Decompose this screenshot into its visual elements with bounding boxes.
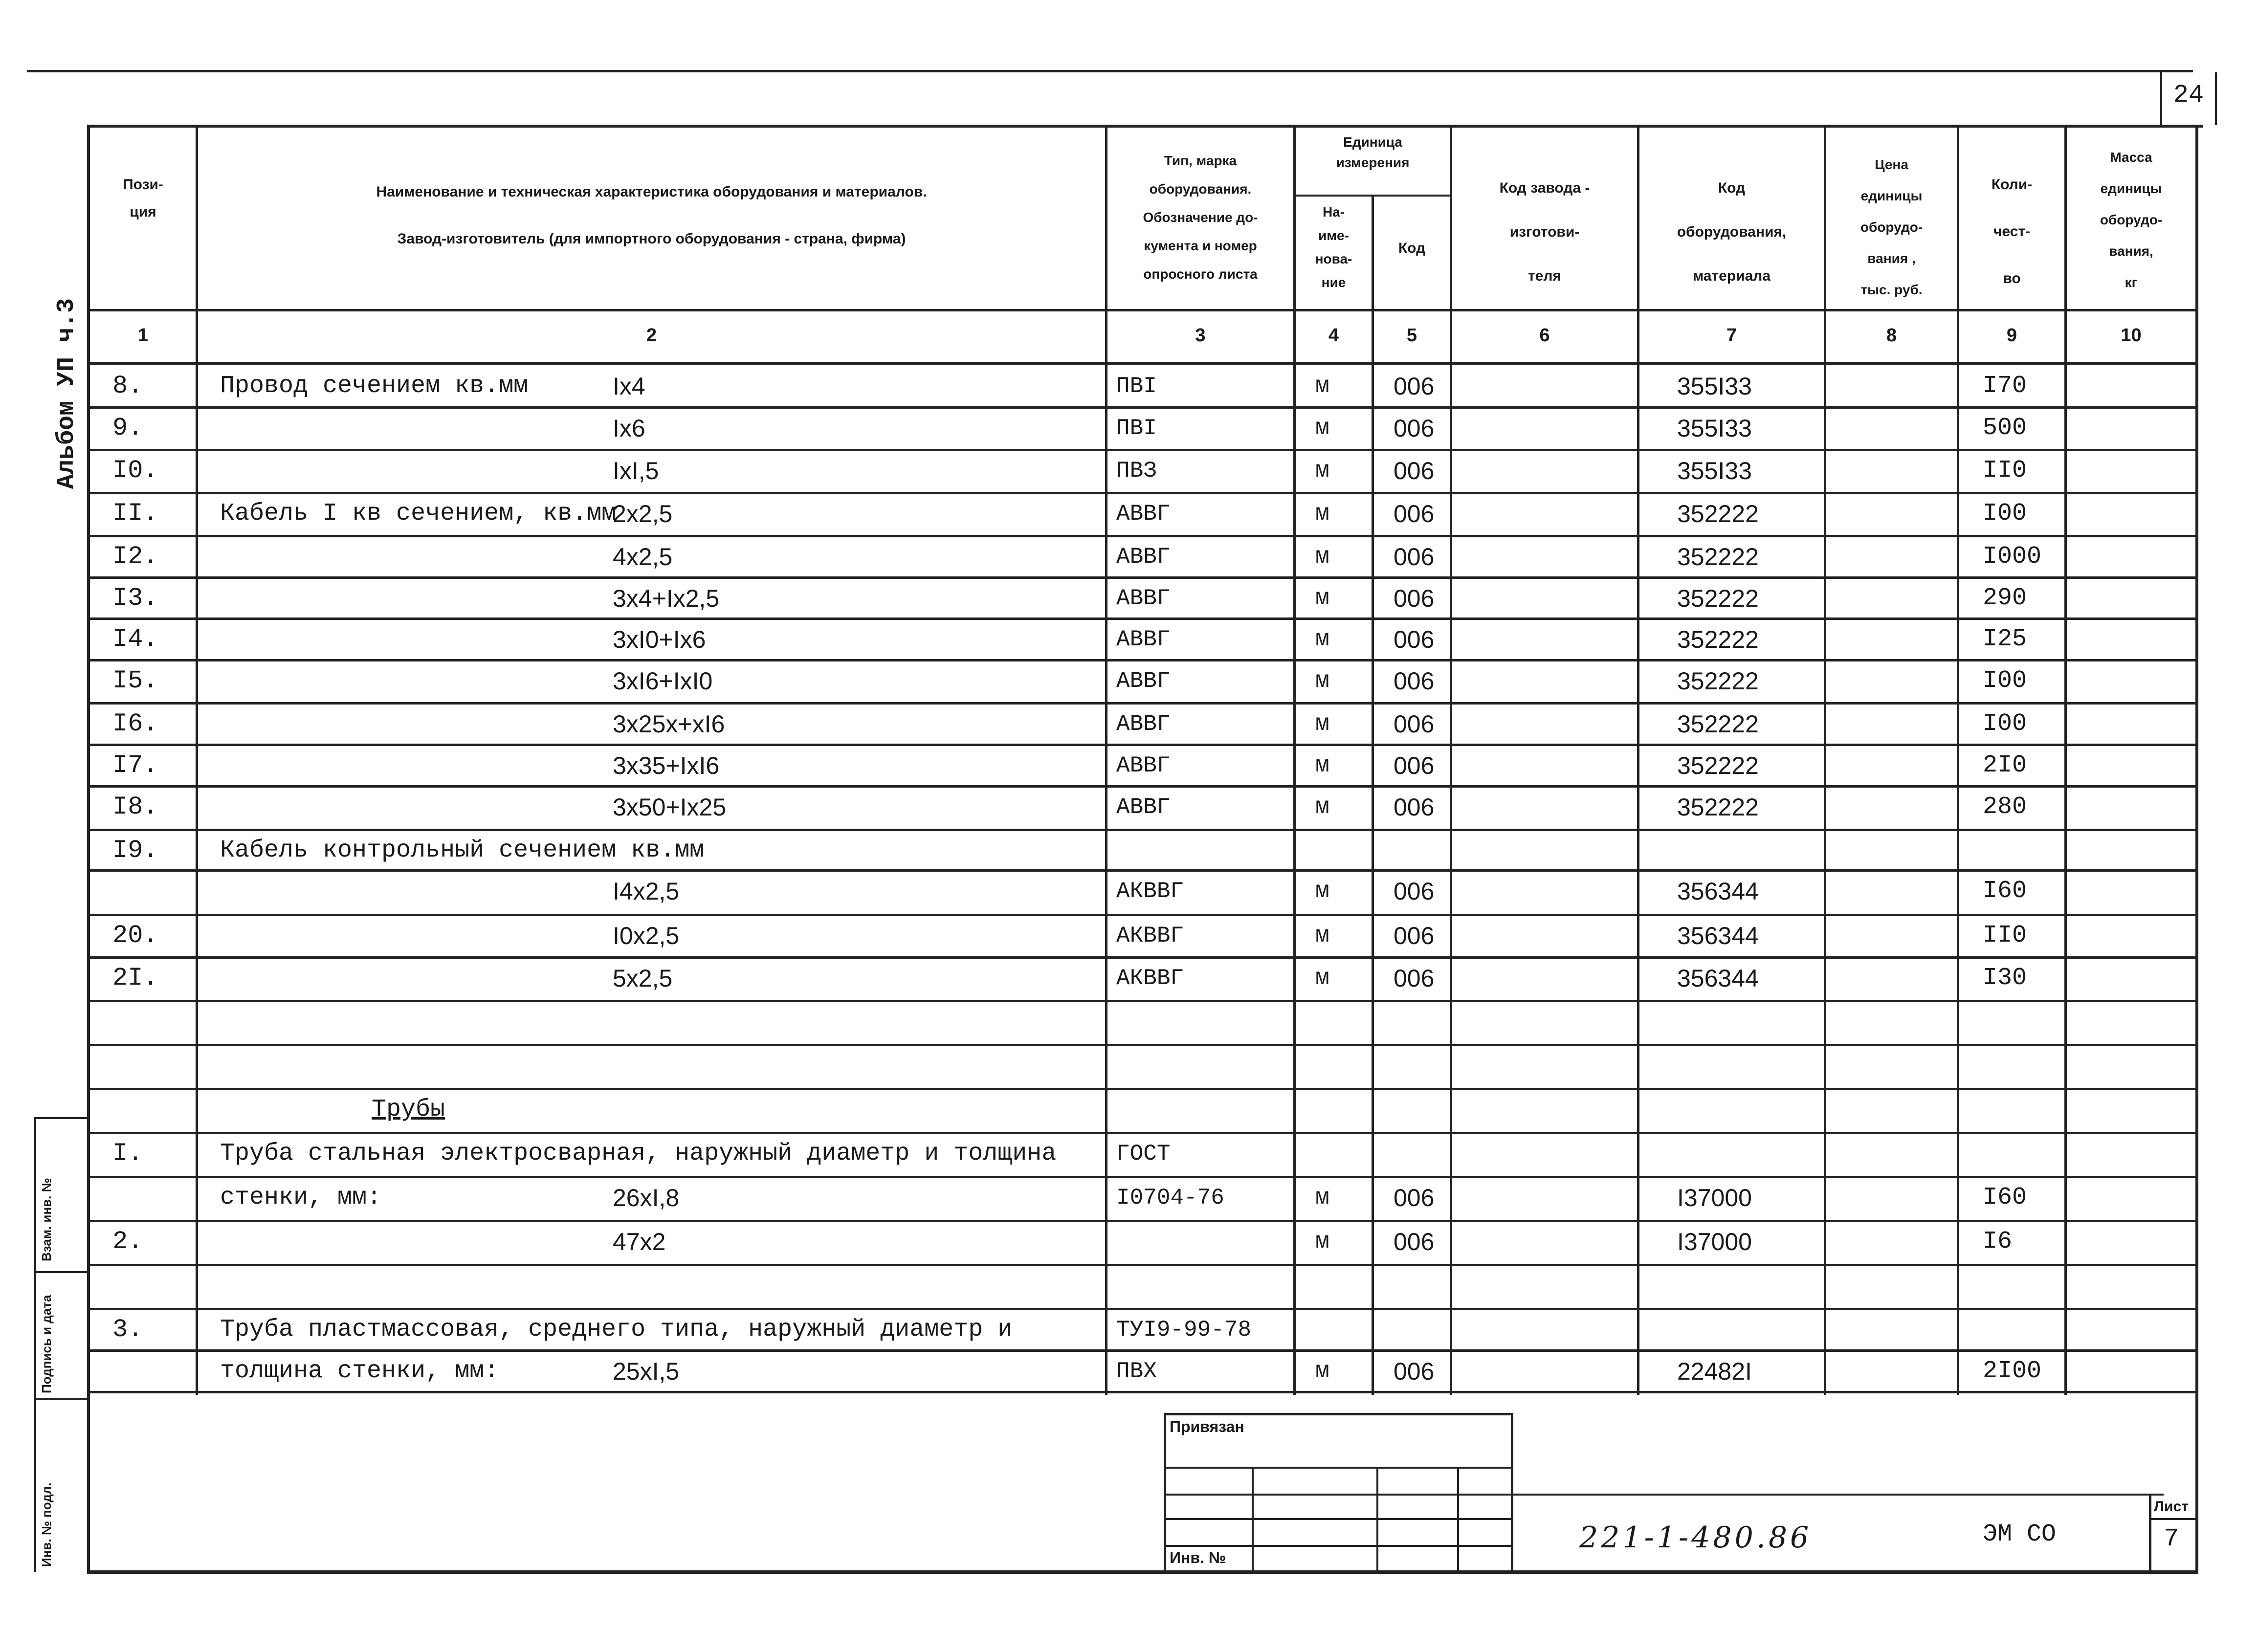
cell-unit: м	[1315, 711, 1329, 737]
cell-type: АКВВГ	[1116, 923, 1184, 948]
cell-qty: I70	[1983, 372, 2027, 400]
table-right-border	[2195, 126, 2198, 1574]
doc-mark: ЭМ СО	[1983, 1520, 2057, 1548]
cell-unit: м	[1315, 1358, 1329, 1385]
col-number: 2	[646, 325, 657, 346]
row-divider	[88, 702, 2198, 705]
cell-pos: I2.	[112, 542, 158, 571]
cell-type: АВВГ	[1116, 627, 1171, 652]
cell-code: 006	[1394, 710, 1435, 738]
cell-type: АКВВГ	[1116, 966, 1184, 991]
side-label-inv-original: Инв. № подл.	[39, 1482, 54, 1567]
cell-unit: м	[1315, 965, 1329, 991]
hdr-type: Тип, марка оборудования. Обозначение до- кумента и номер опросного листа	[1143, 153, 1258, 282]
cell-size: IxI,5	[613, 457, 659, 485]
cell-pos: 3.	[112, 1315, 143, 1344]
cell-size: 25xI,5	[613, 1358, 680, 1385]
cell-code: 006	[1394, 543, 1435, 571]
cell-eq: 356344	[1677, 922, 1759, 949]
title-block-line	[1513, 1494, 2164, 1496]
cell-type: ГОСТ	[1116, 1141, 1171, 1167]
cell-name: Труба пластмассовая, среднего типа, наружный диаметр и	[220, 1316, 1013, 1344]
cell-unit: м	[1315, 544, 1329, 570]
cell-eq: 352222	[1677, 543, 1759, 571]
row-divider	[88, 956, 2198, 959]
cell-code: 006	[1394, 878, 1435, 905]
row-divider	[88, 1391, 2198, 1393]
row-divider	[88, 406, 2198, 409]
col-number: 5	[1406, 325, 1417, 346]
cell-size: Ix4	[613, 373, 645, 400]
cell-size: 2x2,5	[613, 500, 673, 528]
cell-eq: 355I33	[1677, 457, 1752, 485]
cell-unit: м	[1315, 373, 1329, 399]
cell-code: 006	[1394, 1184, 1435, 1211]
side-label-replaced-inv: Взам. инв. №	[39, 1178, 54, 1261]
row-divider	[88, 1132, 2198, 1134]
cell-pos: I8.	[112, 793, 158, 821]
cell-pos: I5.	[112, 666, 158, 695]
cell-code: 006	[1394, 1358, 1435, 1385]
cell-pos: 8.	[112, 372, 143, 400]
cell-qty: 280	[1983, 793, 2027, 821]
cell-unit: м	[1315, 415, 1329, 441]
cell-type: ПВI	[1116, 416, 1157, 441]
cell-type: ПВI	[1116, 374, 1157, 399]
row-divider	[88, 869, 2198, 872]
cell-code: 006	[1394, 922, 1435, 949]
cell-eq: 355I33	[1677, 373, 1752, 400]
unit-group-divider	[1293, 195, 1451, 197]
cell-size: 3x4+Ix2,5	[613, 585, 720, 612]
cell-size: 3x50+Ix25	[613, 793, 727, 821]
col-number: 8	[1886, 325, 1897, 346]
side-label-signature-date: Подпись и дата	[39, 1295, 54, 1393]
cell-code: 006	[1394, 626, 1435, 653]
cell-type: АКВВГ	[1116, 879, 1184, 904]
row-divider	[88, 449, 2198, 451]
cell-eq: 352222	[1677, 667, 1759, 695]
page-number: 24	[2173, 81, 2204, 110]
col-number: 6	[1539, 325, 1550, 346]
cell-code: 006	[1394, 793, 1435, 821]
cell-type: I0704-76	[1116, 1185, 1224, 1211]
sheet-number: 7	[2164, 1524, 2179, 1553]
header-bottom-line	[88, 309, 2198, 311]
cell-code: 006	[1394, 415, 1435, 442]
cell-pos: I4.	[112, 625, 158, 654]
col-line-8	[1824, 126, 1826, 1395]
doc-code: 221-1-480.86	[1579, 1520, 1812, 1555]
row-divider	[88, 659, 2198, 661]
cell-qty: I60	[1983, 877, 2027, 905]
row-divider	[88, 829, 2198, 831]
cell-size: Ix6	[613, 415, 645, 442]
cell-eq: 352222	[1677, 793, 1759, 821]
cell-type: АВВГ	[1116, 586, 1171, 611]
cell-qty: 290	[1983, 584, 2027, 612]
page-bottom-border	[87, 1570, 2198, 1574]
col-line-9	[1957, 126, 1959, 1395]
cell-type: АВВГ	[1116, 794, 1171, 820]
cell-size: 3x25x+xI6	[613, 710, 725, 738]
table-top-border	[88, 125, 2203, 128]
cell-qty: 2I0	[1983, 751, 2027, 779]
cell-name: стенки, мм:	[220, 1184, 382, 1211]
cell-unit: м	[1315, 752, 1329, 779]
stamp-privyazan: Привязан	[1170, 1418, 1244, 1435]
cell-code: 006	[1394, 1228, 1435, 1256]
col-line-2	[196, 126, 198, 1395]
cell-code: 006	[1394, 585, 1435, 612]
col-number: 10	[2121, 325, 2142, 346]
cell-type: ПВЗ	[1116, 458, 1157, 484]
cell-unit: м	[1315, 794, 1329, 820]
cell-code: 006	[1394, 457, 1435, 485]
cell-unit: м	[1315, 668, 1329, 694]
cell-eq: 352222	[1677, 710, 1759, 738]
row-divider	[88, 576, 2198, 579]
cell-qty: 500	[1983, 414, 2027, 442]
hdr-unit-group: Единица измерения	[1336, 134, 1410, 170]
cell-eq: 356344	[1677, 878, 1759, 905]
cell-unit: м	[1315, 501, 1329, 527]
row-divider	[88, 1308, 2198, 1310]
row-divider	[88, 744, 2198, 746]
row-divider	[88, 1176, 2198, 1178]
col-line-3	[1105, 126, 1107, 1395]
cell-qty: I00	[1983, 710, 2027, 738]
album-label: Альбом УП ч.3	[53, 298, 81, 489]
cell-eq: 355I33	[1677, 415, 1752, 442]
row-divider	[88, 1044, 2198, 1046]
cell-code: 006	[1394, 500, 1435, 528]
cell-name: Труба стальная электросварная, наружный диаметр и толщина	[220, 1140, 1057, 1167]
hdr-maker-code: Код завода - изготови- теля	[1499, 180, 1590, 284]
cell-qty: I25	[1983, 625, 2027, 653]
col-number-bottom-line	[88, 362, 2198, 365]
side-strip	[34, 1117, 36, 1572]
hdr-mass: Масса единицы оборудо- вания, кг	[2100, 150, 2163, 290]
cell-code: 006	[1394, 667, 1435, 695]
cell-size: I0x2,5	[613, 922, 680, 949]
cell-qty: I00	[1983, 667, 2027, 695]
hdr-name: Наименование и техническая характеристика оборудования и материалов. Завод-изготовитель (для импортного оборудования - страна, фирма)	[376, 184, 927, 247]
cell-size: 3x35+IxI6	[613, 752, 720, 779]
cell-pos: 20.	[112, 921, 158, 950]
cell-pos: I0.	[112, 456, 158, 485]
col-number: 4	[1328, 325, 1339, 346]
cell-type: АВВГ	[1116, 668, 1171, 694]
cell-pos: 9.	[112, 414, 143, 442]
col-number: 7	[1726, 325, 1737, 346]
cell-size: 5x2,5	[613, 965, 673, 992]
cell-pos: 2I.	[112, 964, 158, 992]
row-divider	[88, 1264, 2198, 1266]
cell-name: Кабель контрольный сечением кв.мм	[220, 837, 705, 864]
col-number: 3	[1195, 325, 1206, 346]
cell-pos: I6.	[112, 709, 158, 738]
col-line-4	[1293, 126, 1296, 1395]
cell-name: Провод сечением кв.мм	[220, 372, 529, 400]
cell-eq: 352222	[1677, 585, 1759, 612]
cell-qty: II0	[1983, 922, 2027, 949]
col-line-6	[1450, 126, 1452, 1395]
row-divider	[88, 785, 2198, 788]
cell-qty: I60	[1983, 1184, 2027, 1211]
cell-name: Трубы	[372, 1096, 445, 1123]
cell-qty: I000	[1983, 543, 2042, 571]
cell-size: 47x2	[613, 1228, 666, 1256]
cell-eq: I37000	[1677, 1228, 1752, 1256]
cell-size: 3xI6+IxI0	[613, 667, 713, 695]
col-number: 1	[137, 325, 149, 346]
cell-type: ПВХ	[1116, 1359, 1157, 1384]
row-divider	[88, 617, 2198, 620]
cell-type: АВВГ	[1116, 711, 1171, 737]
cell-size: 3xI0+Ix6	[613, 626, 706, 653]
cell-code: 006	[1394, 752, 1435, 779]
cell-pos: I3.	[112, 584, 158, 613]
cell-size: I4x2,5	[613, 878, 680, 905]
hdr-position: Пози- ция	[123, 176, 163, 220]
hdr-equipment-code: Код оборудования, материала	[1677, 180, 1787, 284]
cell-size: 26xI,8	[613, 1184, 680, 1211]
col-line-10	[2064, 126, 2067, 1395]
top-rule	[27, 70, 2193, 72]
col-line-7	[1637, 126, 1639, 1395]
cell-qty: 2I00	[1983, 1357, 2042, 1385]
hdr-price: Цена единицы оборудо- вания , тыс. руб.	[1860, 157, 1923, 297]
row-divider	[88, 492, 2198, 494]
cell-type: АВВГ	[1116, 501, 1171, 527]
cell-unit: м	[1315, 878, 1329, 904]
cell-code: 006	[1394, 965, 1435, 992]
col-number: 9	[2006, 325, 2017, 346]
cell-eq: 22482I	[1677, 1358, 1752, 1385]
cell-pos: I9.	[112, 836, 158, 865]
cell-code: 006	[1394, 373, 1435, 400]
cell-pos: II.	[112, 499, 158, 528]
cell-qty: II0	[1983, 457, 2027, 485]
hdr-unit-name: На- име- нова- ние	[1315, 204, 1352, 290]
cell-type: АВВГ	[1116, 753, 1171, 778]
cell-qty: I30	[1983, 964, 2027, 992]
cell-pos: I7.	[112, 751, 158, 780]
cell-eq: 352222	[1677, 752, 1759, 779]
cell-eq: 352222	[1677, 500, 1759, 528]
row-divider	[88, 1088, 2198, 1090]
cell-size: 4x2,5	[613, 543, 673, 571]
row-divider	[88, 1349, 2198, 1352]
col-line-5	[1372, 196, 1374, 1395]
cell-eq: 352222	[1677, 626, 1759, 653]
cell-unit: м	[1315, 626, 1329, 653]
cell-unit: м	[1315, 1229, 1329, 1255]
cell-name: Кабель I кв сечением, кв.мм	[220, 500, 617, 528]
cell-eq: 356344	[1677, 965, 1759, 992]
cell-pos: 2.	[112, 1227, 143, 1256]
row-divider	[88, 1000, 2198, 1002]
stamp-inv-no: Инв. №	[1170, 1549, 1226, 1566]
cell-unit: м	[1315, 923, 1329, 949]
cell-pos: I.	[112, 1139, 143, 1168]
cell-type: АВВГ	[1116, 544, 1171, 570]
cell-type: ТУI9-99-78	[1116, 1317, 1252, 1343]
hdr-quantity: Коли- чест- во	[1991, 176, 2033, 286]
hdr-unit-code: Код	[1398, 240, 1426, 256]
cell-unit: м	[1315, 1185, 1329, 1211]
cell-qty: I00	[1983, 500, 2027, 528]
cell-eq: I37000	[1677, 1184, 1752, 1211]
stamp-box	[1164, 1413, 1166, 1572]
row-divider	[88, 914, 2198, 916]
sheet-label: Лист	[2154, 1498, 2189, 1515]
table-left-border	[87, 125, 90, 1574]
row-divider	[88, 1220, 2198, 1222]
cell-name: толщина стенки, мм:	[220, 1357, 499, 1385]
cell-unit: м	[1315, 585, 1329, 612]
cell-unit: м	[1315, 458, 1329, 484]
cell-qty: I6	[1983, 1228, 2013, 1256]
row-divider	[88, 535, 2198, 537]
